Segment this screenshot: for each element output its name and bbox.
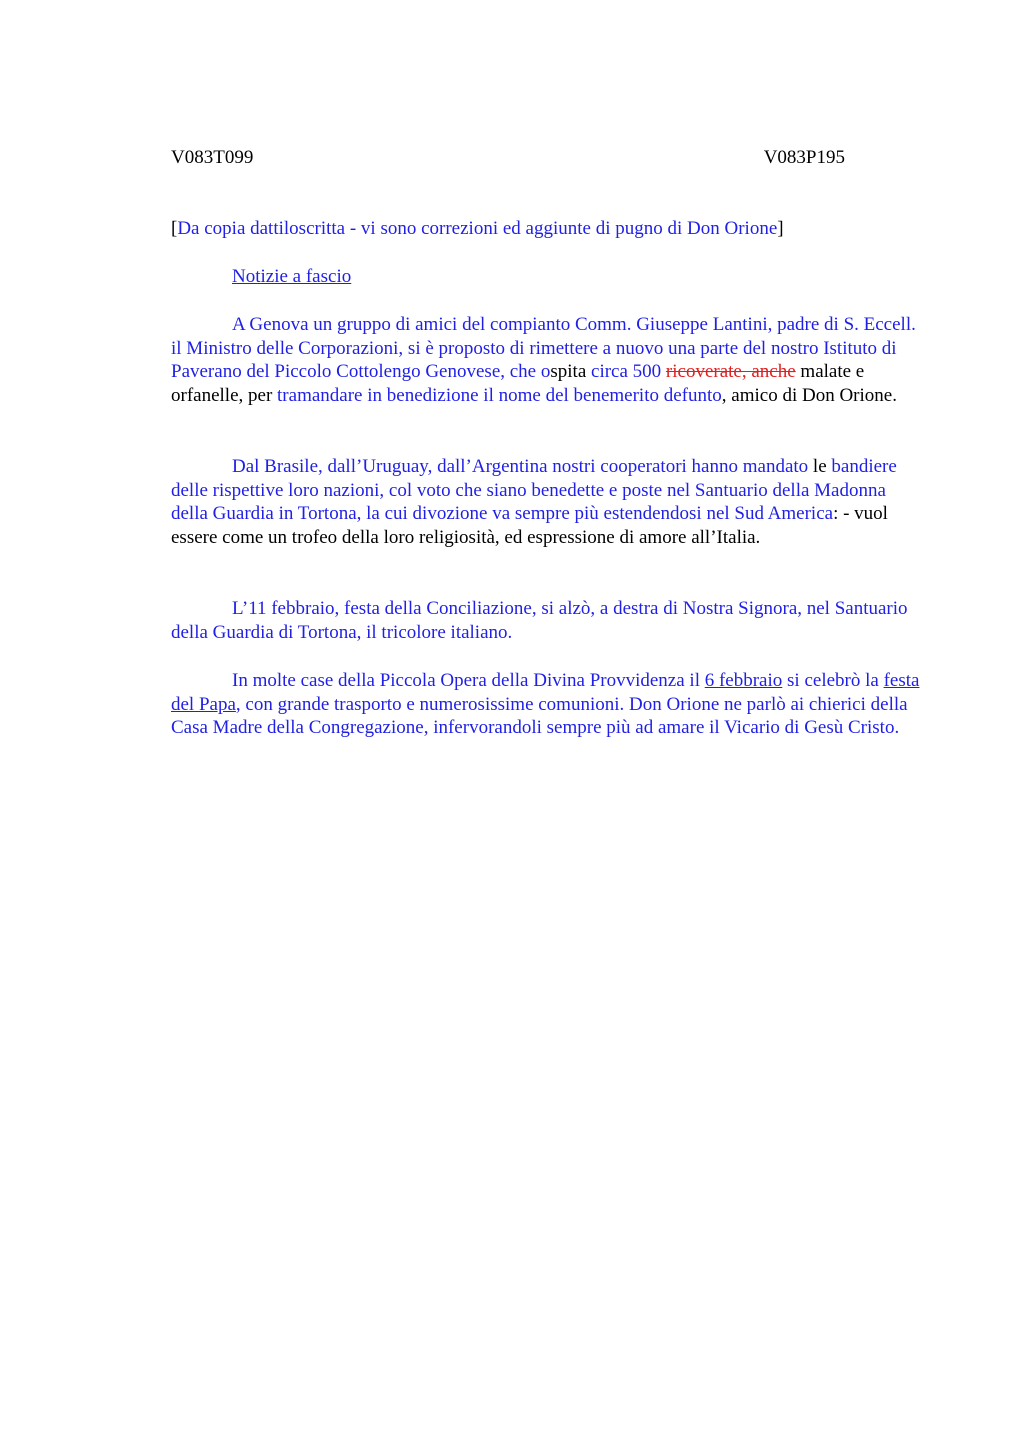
paragraph-genova (171, 313, 926, 407)
source-note-text: Da copia dattiloscritta - vi sono correzioni ed aggiunte di pugno di Don Orione (177, 218, 778, 239)
source-note-open-bracket: [ (171, 218, 178, 239)
p1-text-3: circa 500 (586, 361, 662, 383)
p2-text-4: : - vuol essere come un trofeo della loro religiosità, ed espressione di amore all’Italia. (171, 503, 888, 548)
p4-date: 6 febbraio (704, 670, 783, 691)
p1-text-1: A Genova un gruppo di amici del compianto Comm. Giuseppe Lantini, padre di S. Eccell. il Ministro delle Corporazioni, si è proposto di rimettere a nuovo una parte del nostro Istituto di Paverano del Piccolo Cottolengo Genovese, che o (171, 314, 916, 383)
paragraph-conciliazione: L’11 febbraio, festa della Conciliazione, si alzò, a destra di Nostra Signora, nel Santuario della Guardia di Tortona, il tricolore italiano. (171, 598, 908, 643)
p4-text-1: In molte case della Piccola Opera della Divina Provvidenza il (232, 670, 705, 691)
p1-deleted-text: ricoverate, anche (665, 361, 796, 383)
document-title: Notizie a fascio (232, 266, 352, 287)
volume-text-code: V083T099 (171, 147, 254, 168)
p2-text-3: bandiere delle rispettive loro nazioni, col voto che siano benedette e poste nel Santuario della Madonna della Guardia in Tortona, la cui divozione va sempre più estendendosi nel Sud America (171, 456, 897, 525)
p2-text-1: Dal Brasile, dall’Uruguay, dall’Argentina nostri cooperatori hanno mandato (232, 456, 809, 477)
p4-feast: festa del Papa (171, 670, 920, 715)
p1-text-5: tramandare in benedizione il nome del benemerito defunto (277, 384, 722, 406)
source-note-close-bracket: ] (777, 218, 784, 239)
document-title-line (171, 265, 926, 289)
p1-text-4: malate e orfanelle, per (171, 361, 865, 406)
document-header (171, 146, 845, 170)
source-note (171, 217, 926, 241)
volume-page-code: V083P195 (763, 147, 845, 168)
paragraph-brasile (171, 455, 926, 549)
paragraph-festa-papa (171, 669, 926, 740)
p2-text-2: le (808, 456, 827, 477)
p4-text-2: si celebrò la (782, 670, 884, 691)
p1-text-2: spita (550, 361, 587, 383)
p4-text-3: , con grande trasporto e numerosissime comunioni. Don Orione ne parlò ai chierici della Casa Madre della Congregazione, infervorandoli sempre più ad amare il Vicario di Gesù Cristo. (171, 693, 908, 739)
p1-text-6: , amico di Don Orione. (721, 384, 897, 406)
